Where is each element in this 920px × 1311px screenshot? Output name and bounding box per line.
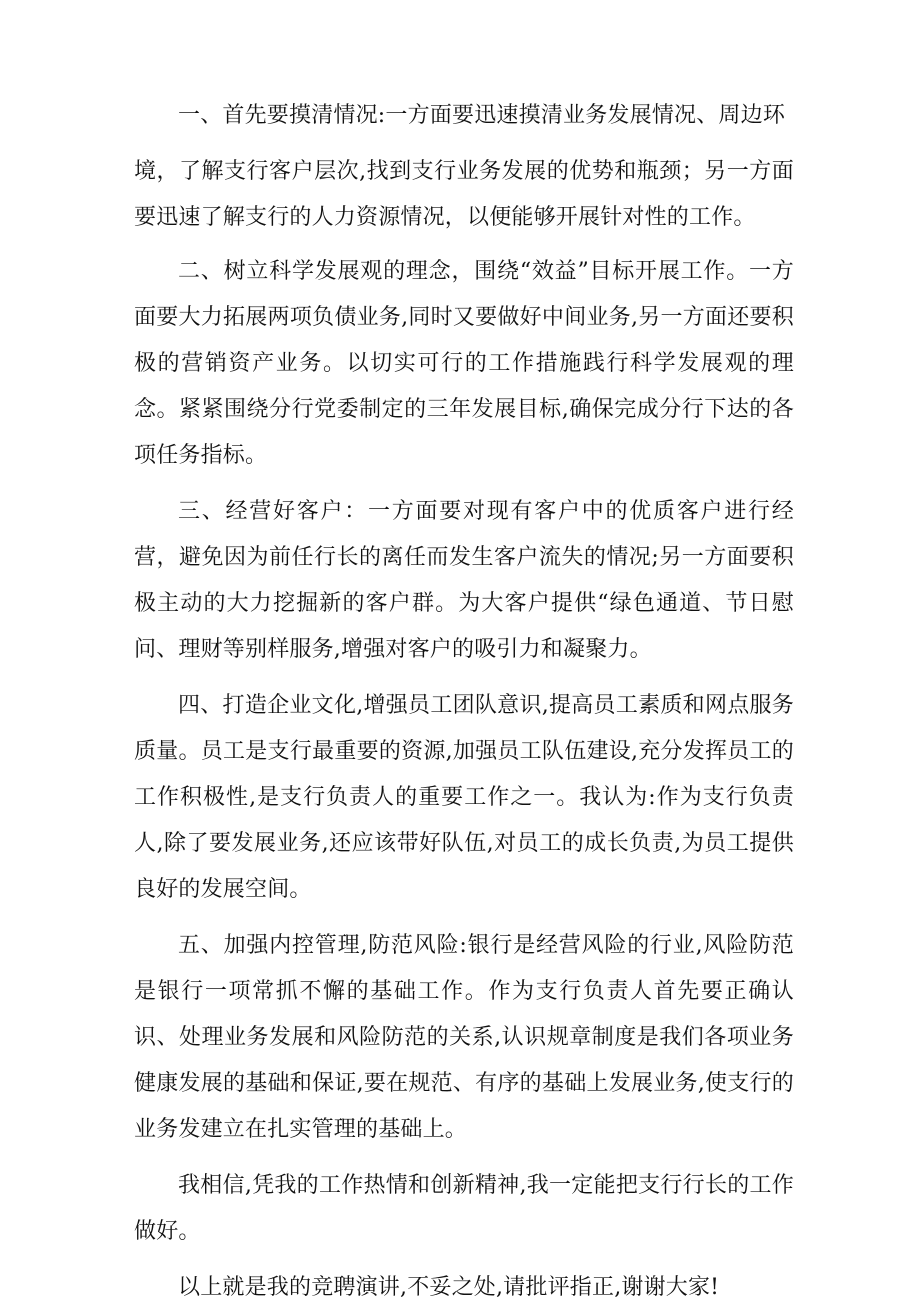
paragraph-2: 二、树立科学发展观的理念，围绕“效益”目标开展工作。一方面要大力拓展两项负债业务,同时又要做好中间业务,另一方面还要积极的营销资产业务。以切实可行的工作措施践行科学发展观的理念。紧紧围绕分行党委制定的三年发展目标,确保完成分行下达的各项任务指标。 bbox=[134, 259, 794, 468]
paragraph-7: 以上就是我的竞聘演讲,不妥之处,请批评指正,谢谢大家! bbox=[178, 1275, 720, 1300]
document-body bbox=[134, 93, 794, 1311]
paragraph-6: 我相信,凭我的工作热情和创新精神,我一定能把支行行长的工作做好。 bbox=[134, 1173, 794, 1244]
paragraph-5: 五、加强内控管理,防范风险:银行是经营风险的行业,风险防范是银行一项常抓不懈的基础工作。作为支行负责人首先要正确认识、处理业务发展和风险防范的关系,认识规章制度是我们各项业务健康发展的基础和保证,要在规范、有序的基础上发展业务,使支行的业务发建立在扎实管理的基础上。 bbox=[134, 933, 794, 1142]
paragraph-3: 三、经营好客户：一方面要对现有客户中的优质客户进行经营，避免因为前任行长的离任而发生客户流失的情况;另一方面要积极主动的大力挖掘新的客户群。为大客户提供“绿色通道、节日慰问、理财等别样服务,增强对客户的吸引力和凝聚力。 bbox=[134, 499, 794, 662]
paragraph-4: 四、打造企业文化,增强员工团队意识,提高员工素质和网点服务质量。员工是支行最重要的资源,加强员工队伍建设,充分发挥员工的工作积极性,是支行负责人的重要工作之一。我认为:作为支行负责人,除了要发展业务,还应该带好队伍,对员工的成长负责,为员工提供良好的发展空间。 bbox=[134, 693, 794, 902]
paragraph-1-line-1: 一、首先要摸清情况:一方面要迅速摸清业务发展情况、周边环 bbox=[178, 103, 786, 128]
paragraph-1 bbox=[134, 93, 794, 241]
paragraph-1-rest: 境，了解支行客户层次,找到支行业务发展的优势和瓶颈；另一方面要迅速了解支行的人力资源情况，以便能够开展针对性的工作。 bbox=[134, 159, 794, 230]
